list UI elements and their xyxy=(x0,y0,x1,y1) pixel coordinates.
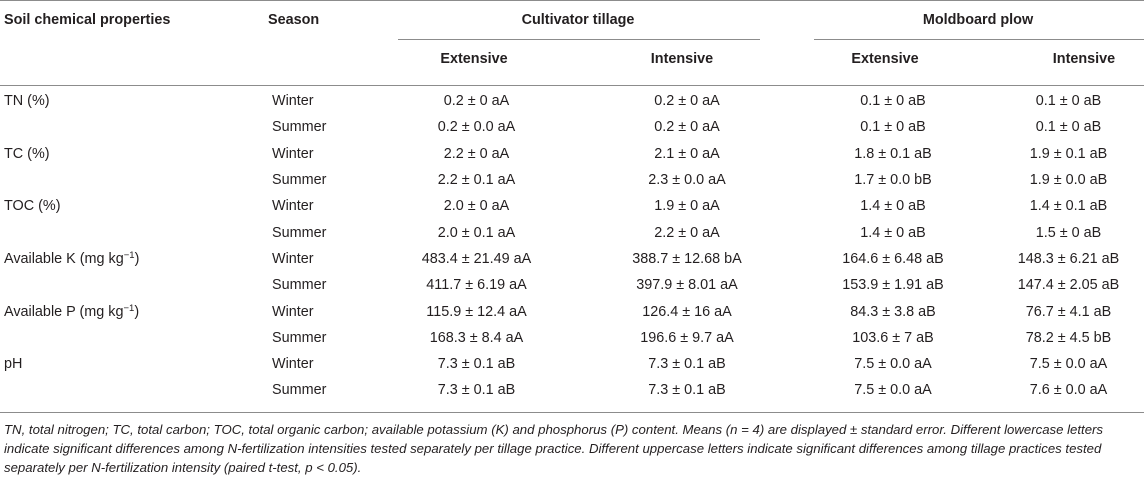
cell-moldboard-extensive: 1.8 ± 0.1 aB xyxy=(854,145,932,162)
cell-moldboard-intensive: 1.9 ± 0.1 aB xyxy=(1029,145,1108,162)
cultivator-span-rule xyxy=(398,39,760,40)
cell-cultivator-intensive: 2.3 ± 0.0 aA xyxy=(648,172,726,189)
header-soil-properties: Soil chemical properties xyxy=(4,12,171,28)
cell-moldboard-intensive: 1.9 ± 0.0 aB xyxy=(1029,172,1108,189)
cell-property xyxy=(0,325,272,351)
moldboard-span-rule xyxy=(814,39,1144,40)
cell-cultivator-intensive: 388.7 ± 12.68 bA xyxy=(632,250,742,267)
cell-cultivator-extensive: 2.2 ± 0.1 aA xyxy=(437,172,516,189)
header-extensive-cultivator: Extensive xyxy=(440,51,508,67)
cell-moldboard-intensive: 1.4 ± 0.1 aB xyxy=(1029,198,1108,215)
cell-moldboard-intensive: 78.2 ± 4.5 bB xyxy=(1025,329,1112,346)
cell-moldboard-intensive: 1.5 ± 0 aB xyxy=(1035,224,1102,241)
cell-property xyxy=(0,114,272,140)
cell-property: TC (%) xyxy=(4,145,50,162)
cell-moldboard-extensive: 103.6 ± 7 aB xyxy=(852,329,934,346)
cell-moldboard-intensive: 7.6 ± 0.0 aA xyxy=(1029,382,1108,399)
header-rule xyxy=(0,85,1144,86)
data-table xyxy=(0,88,1144,404)
cell-season: Summer xyxy=(272,382,327,399)
header-moldboard-plow: Moldboard plow xyxy=(922,12,1034,28)
table-row xyxy=(0,325,1144,351)
cell-property xyxy=(0,272,272,298)
table-row xyxy=(0,167,1144,193)
cell-moldboard-extensive: 153.9 ± 1.91 aB xyxy=(842,277,944,294)
cell-moldboard-intensive: 147.4 ± 2.05 aB xyxy=(1017,277,1120,294)
cell-cultivator-intensive: 196.6 ± 9.7 aA xyxy=(640,329,734,346)
cell-cultivator-extensive: 168.3 ± 8.4 aA xyxy=(429,329,524,346)
cell-cultivator-intensive: 7.3 ± 0.1 aB xyxy=(648,382,726,399)
cell-moldboard-intensive: 76.7 ± 4.1 aB xyxy=(1025,303,1112,320)
cell-moldboard-extensive: 1.7 ± 0.0 bB xyxy=(854,172,932,189)
cell-season: Winter xyxy=(272,198,314,215)
cell-moldboard-intensive: 0.1 ± 0 aB xyxy=(1035,119,1102,136)
cell-property xyxy=(0,167,272,193)
cell-moldboard-extensive: 84.3 ± 3.8 aB xyxy=(850,303,936,320)
cell-moldboard-intensive: 148.3 ± 6.21 aB xyxy=(1017,250,1120,267)
cell-property: Available P (mg $kg^{-1}$) xyxy=(4,302,140,320)
cell-cultivator-extensive: 115.9 ± 12.4 aA xyxy=(426,303,527,320)
cell-cultivator-intensive: 0.2 ± 0 aA xyxy=(654,119,720,136)
table-row xyxy=(0,377,1144,403)
cell-cultivator-intensive: 0.2 ± 0 aA xyxy=(654,93,720,110)
header-season: Season xyxy=(268,12,320,28)
cell-season: Winter xyxy=(272,303,314,320)
table-row xyxy=(0,141,1144,167)
cell-moldboard-extensive: 1.4 ± 0 aB xyxy=(860,224,926,241)
cell-property: Available K (mg $kg^{-1}$) xyxy=(4,249,140,267)
cell-moldboard-extensive: 164.6 ± 6.48 aB xyxy=(842,250,944,267)
cell-cultivator-intensive: 1.9 ± 0 aA xyxy=(654,198,720,215)
cell-cultivator-extensive: 411.7 ± 6.19 aA xyxy=(426,277,527,294)
table-row xyxy=(0,193,1144,219)
cell-property xyxy=(0,219,272,245)
cell-moldboard-extensive: 7.5 ± 0.0 aA xyxy=(854,382,932,399)
cell-property: TN (%) xyxy=(4,93,50,110)
header-intensive-moldboard: Intensive xyxy=(1052,51,1116,67)
cell-season: Summer xyxy=(272,224,327,241)
cell-moldboard-intensive: 7.5 ± 0.0 aA xyxy=(1029,356,1108,373)
cell-season: Summer xyxy=(272,119,327,136)
cell-cultivator-extensive: 7.3 ± 0.1 aB xyxy=(437,356,516,373)
bottom-rule xyxy=(0,412,1144,413)
cell-cultivator-intensive: 126.4 ± 16 aA xyxy=(642,303,732,320)
top-rule xyxy=(0,0,1144,1)
cell-moldboard-extensive: 0.1 ± 0 aB xyxy=(860,93,926,110)
table-row xyxy=(0,351,1144,377)
cell-cultivator-intensive: 397.9 ± 8.01 aA xyxy=(636,277,738,294)
cell-season: Winter xyxy=(272,356,314,373)
cell-moldboard-extensive: 0.1 ± 0 aB xyxy=(860,119,926,136)
cell-season: Summer xyxy=(272,277,327,294)
cell-property: TOC (%) xyxy=(4,198,61,215)
table-row xyxy=(0,298,1144,324)
table-row xyxy=(0,272,1144,298)
cell-season: Summer xyxy=(272,329,327,346)
cell-cultivator-intensive: 7.3 ± 0.1 aB xyxy=(648,356,726,373)
cell-season: Winter xyxy=(272,93,314,110)
cell-cultivator-extensive: 483.4 ± 21.49 aA xyxy=(421,250,532,267)
cell-season: Winter xyxy=(272,145,314,162)
cell-cultivator-extensive: 0.2 ± 0 aA xyxy=(443,93,510,110)
table-row xyxy=(0,246,1144,272)
cell-cultivator-extensive: 2.0 ± 0.1 aA xyxy=(437,224,516,241)
cell-cultivator-extensive: 2.2 ± 0 aA xyxy=(443,145,510,162)
cell-moldboard-intensive: 0.1 ± 0 aB xyxy=(1035,93,1102,110)
cell-cultivator-extensive: 2.0 ± 0 aA xyxy=(443,198,510,215)
cell-cultivator-intensive: 2.1 ± 0 aA xyxy=(654,145,720,162)
cell-property xyxy=(0,377,272,403)
cell-property: pH xyxy=(4,356,23,373)
header-intensive-cultivator: Intensive xyxy=(650,51,714,67)
cell-cultivator-intensive: 2.2 ± 0 aA xyxy=(654,224,720,241)
header-cultivator-tillage: Cultivator tillage xyxy=(521,12,635,28)
table-footnote: TN, total nitrogen; TC, total carbon; TOC, total organic carbon; available potassium (K) and phosphorus (P) content. Means (n = 4) are displayed ± standard error. Different lowercase letters indicate significant differences among N-fertilization intensities tested separately per tillage practice. Different uppercase letters indicate significant differences among tillage practices tested separately per N-fertilization intensity (paired t-test, p < 0.05). xyxy=(4,422,1104,475)
cell-season: Winter xyxy=(272,250,314,267)
table-row xyxy=(0,219,1144,245)
table-row xyxy=(0,88,1144,114)
cell-moldboard-extensive: 7.5 ± 0.0 aA xyxy=(854,356,932,373)
cell-moldboard-extensive: 1.4 ± 0 aB xyxy=(860,198,926,215)
cell-season: Summer xyxy=(272,172,327,189)
cell-cultivator-extensive: 0.2 ± 0.0 aA xyxy=(437,119,516,136)
table-row xyxy=(0,114,1144,140)
cell-cultivator-extensive: 7.3 ± 0.1 aB xyxy=(437,382,516,399)
header-extensive-moldboard: Extensive xyxy=(851,51,919,67)
